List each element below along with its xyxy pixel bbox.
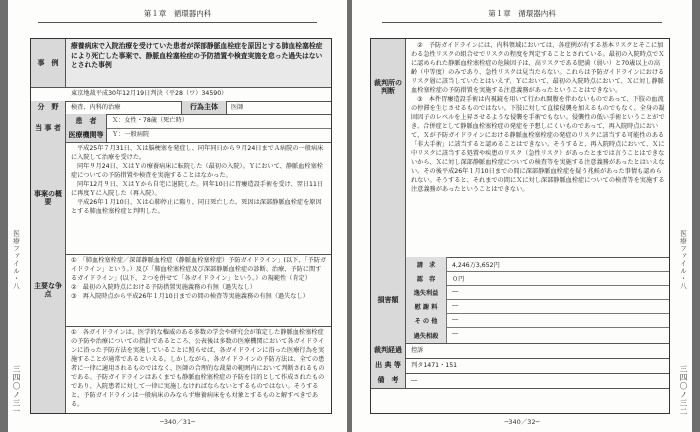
court-row xyxy=(31,87,331,102)
remarks-row xyxy=(371,373,669,389)
claim-offset-label: 過失相殺 xyxy=(406,327,447,343)
judgment-row xyxy=(31,326,331,413)
claim-other-row xyxy=(406,313,669,328)
right-page xyxy=(352,0,692,432)
claim-consolation-value: ― xyxy=(452,302,459,309)
source-row xyxy=(371,358,669,374)
side-tab-label: 医療ファイル・八 xyxy=(12,230,20,290)
judgment-label-cell xyxy=(31,326,66,413)
source-label: 出 典 等 xyxy=(371,358,406,373)
summary-paragraph: 平成25年７月31日、Ｘは脳梗塞を発症し、同年同日から９月24日までＡ病院の一般病床に入院して治療を受けた。 xyxy=(71,145,324,161)
side-tab-label: 医療ファイル・八 xyxy=(679,230,687,290)
reasoning-paragraph: ③ 本件胃瘻造設手術は内視鏡を用いて行われ開腹を伴わないものであって、下肢の血流の停滞を生じさせるものではない。下肢に対して直接侵襲を加えるものでもなく、全身の凝固因子のレベルを上昇させるような侵襲を手術でもない。侵襲性の低い手術ということができ、合併症として静脈血栓塞栓症の発症を予想しにくいものであって、再入院時点において、Ｘが予防ガイドラインにおける静脈血栓塞栓症の発症のリスクに該当する可能性のある「非大手術」に該当すると認めることはできない。そうすると、再入院時点において、Ｘに中リスクに該当する処置や疾患のリスク（急性リスク）があったとまでは言うことはできないから、Ｘに対し深部静脈血栓症についての検査等を実施する注意義務があったとはいえない。その後平成26年１月10日までの間に深部静脈血栓症を疑う兆候があった事情も認められない。そうすると、それまでの間にＸに対し深部静脈血栓症についての検査等を実施する注意義務があったということはできない。 xyxy=(411,95,665,193)
claim-granted-value: ０円 xyxy=(452,276,465,283)
summary-label: 事案の概要 xyxy=(31,142,66,254)
claim-request-value: 4,246万3,652円 xyxy=(452,262,500,269)
judgment-text: ① 各ガイドラインは、医学的な権威のある多数の学会や研究会が策定した静脈血栓塞栓症の予防や治療についての指針であるところ、公表後は多数の医療機関において各ガイドラインに沿った予防方法を実施していることに照らせば、各ガイドラインに沿った医療行為を実施することが通常であるといえる。しかしながら、各ガイドラインの予防方法は、全ての患者に一律に適用されるものではなく、医師の合理的な裁量の範囲内において判断されるものである。予防ガイドラインはあくまでも静脈血栓塞栓症の予防を目的として作成されたものであり、入院患者に対して一律に実施しなければならないとするものではない。そうすると、予防ガイドラインは一般病床のみならず療養病床をも対象とするものと解すべきである。 xyxy=(71,329,325,408)
remarks-value: ― xyxy=(411,377,418,384)
running-header xyxy=(352,8,692,19)
actor-label: 行為主体 xyxy=(181,101,227,114)
claim-offset-row xyxy=(406,327,669,343)
parties-row xyxy=(31,114,331,143)
side-page-number: 三四〇ノ三二 xyxy=(679,365,688,416)
summary-row xyxy=(31,142,331,255)
progress-row xyxy=(371,343,669,359)
claim-consolation-label: 慰 謝 料 xyxy=(406,299,447,313)
case-text: 療養病床で入院治療を受けていた患者が深部静脈血栓症を原因とする肺血栓塞栓症により死亡した事案で、静脈血栓塞栓症の予防措置や検査実施を怠った過失はないとされた事例 xyxy=(71,42,323,70)
court-citation: 東京地裁平成30年12月19日判決（平28（ワ）34590） xyxy=(71,90,228,97)
field-row xyxy=(31,101,331,115)
actor-value: 医師 xyxy=(231,104,244,111)
case-row xyxy=(31,39,331,88)
claim-offset-value: ― xyxy=(452,330,459,337)
issue-item: ② 最初の入院時点における予防措置実施義務の有無（過失なし） xyxy=(71,283,256,291)
case-label: 事 例 xyxy=(31,39,66,87)
institution-row xyxy=(66,128,331,142)
reasoning-paragraph: ② 予防ガイドラインには、内科領域においては、各症例が有する基本リスクとそこに加わる急性リスクの組合せでリスクの程度を判定することとされている。最初の入院時点でＸに認められた静脈血栓塞栓症の危険因子は、高リスクである肥満（弱い）と70歳以上の高齢（中等度）のみであり、急性リスクは見当たらない。これらは予防ガイドラインにおけるリスク層に該当していたとはいえず、Ｙにおいて、最初の入院時点において、Ｘに対し静脈血栓塞栓症の予防措置を実施する注意義務があったということはできない。 xyxy=(411,42,665,94)
side-page-number: 三四〇ノ三一 xyxy=(12,365,21,416)
running-header-text: 第１章 循環器内科 xyxy=(488,9,556,18)
claim-lost-profit-row xyxy=(406,285,669,300)
institution-label: 医療機関等 xyxy=(66,128,107,142)
source-value: 判タ1471・151 xyxy=(411,362,458,369)
progress-label: 裁判経過 xyxy=(371,343,406,358)
reasoning-text xyxy=(411,42,665,195)
institution-value: Ｙ：一般病院 xyxy=(112,131,150,138)
claim-other-value: ― xyxy=(452,316,459,323)
issues-label: 主要な争点 xyxy=(31,254,66,326)
page-number: ─340／32─ xyxy=(504,418,540,426)
header-rule xyxy=(38,22,317,23)
claim-lost-profit-label: 逸失利益 xyxy=(406,285,447,299)
header-rule xyxy=(382,22,662,23)
left-page xyxy=(8,0,347,432)
case-table xyxy=(30,38,332,414)
damages-row xyxy=(371,257,669,344)
reasoning-label: 裁判所の判断 xyxy=(371,39,406,257)
page-number: ─340／31─ xyxy=(159,418,195,426)
parties-label: 当 事 者 xyxy=(31,114,66,142)
patient-row xyxy=(66,114,331,129)
field-label: 分 野 xyxy=(31,101,66,114)
issues-row xyxy=(31,254,331,327)
running-header xyxy=(8,8,347,19)
issue-item: ③ 再入院時点から平成26年１月10日までの間の検査等実施義務の有無（過失なし） xyxy=(71,292,309,300)
summary-text xyxy=(71,145,327,217)
summary-paragraph: 平成26年１月10日、Ｘは心肺停止に陥り、同日死亡した。死因は深部静脈血栓症を原因とする肺血栓塞栓症と判明した。 xyxy=(71,198,322,215)
damages-label: 損害額 xyxy=(371,257,406,343)
issues-text xyxy=(71,257,327,302)
reasoning-row xyxy=(371,39,669,258)
summary-paragraph: 同年12月９日、ＸはＹから自宅に退院した。同年10日に胃瘻造設手術を受け、翌日11日に再度Ｙに入院した（再入院）。 xyxy=(71,180,324,197)
running-header-text: 第１章 循環器内科 xyxy=(143,9,212,18)
issue-item: ① 「肺血栓塞栓症／深部静脈血栓症（静脈血栓塞栓症）予防ガイドライン」(以下、「予防ガイドライン」という。）及び「肺血栓塞栓症及び深部静脈血栓症の診断、治療、予防に関するガイドライン」(以下、２つを併せて「各ガイドライン」という。）の規範性（肯定） xyxy=(71,257,327,282)
claim-consolation-row xyxy=(406,299,669,314)
claim-request-row xyxy=(406,257,669,272)
claim-lost-profit-value: ― xyxy=(452,288,459,295)
claim-granted-label: 認 容 xyxy=(406,271,447,285)
patient-value: Ｘ：女性・78歳（死亡時） xyxy=(112,117,188,124)
judgment-table xyxy=(370,38,670,414)
claim-request-label: 請 求 xyxy=(406,257,447,271)
field-value: 検査、内科的治療 xyxy=(71,104,121,111)
progress-value: 控訴 xyxy=(411,347,424,354)
claim-granted-row xyxy=(406,271,669,286)
summary-paragraph: 同年９月24日、ＸはＹの療養病床に転院した（最初の入院）。Ｙにおいて、静脈血栓塞栓症についての予防措置や検査を実施することはなかった。 xyxy=(71,162,323,179)
remarks-label: 備 考 xyxy=(371,373,406,388)
claim-other-label: そ の 他 xyxy=(406,313,447,327)
patient-label: 患 者 xyxy=(66,114,107,128)
